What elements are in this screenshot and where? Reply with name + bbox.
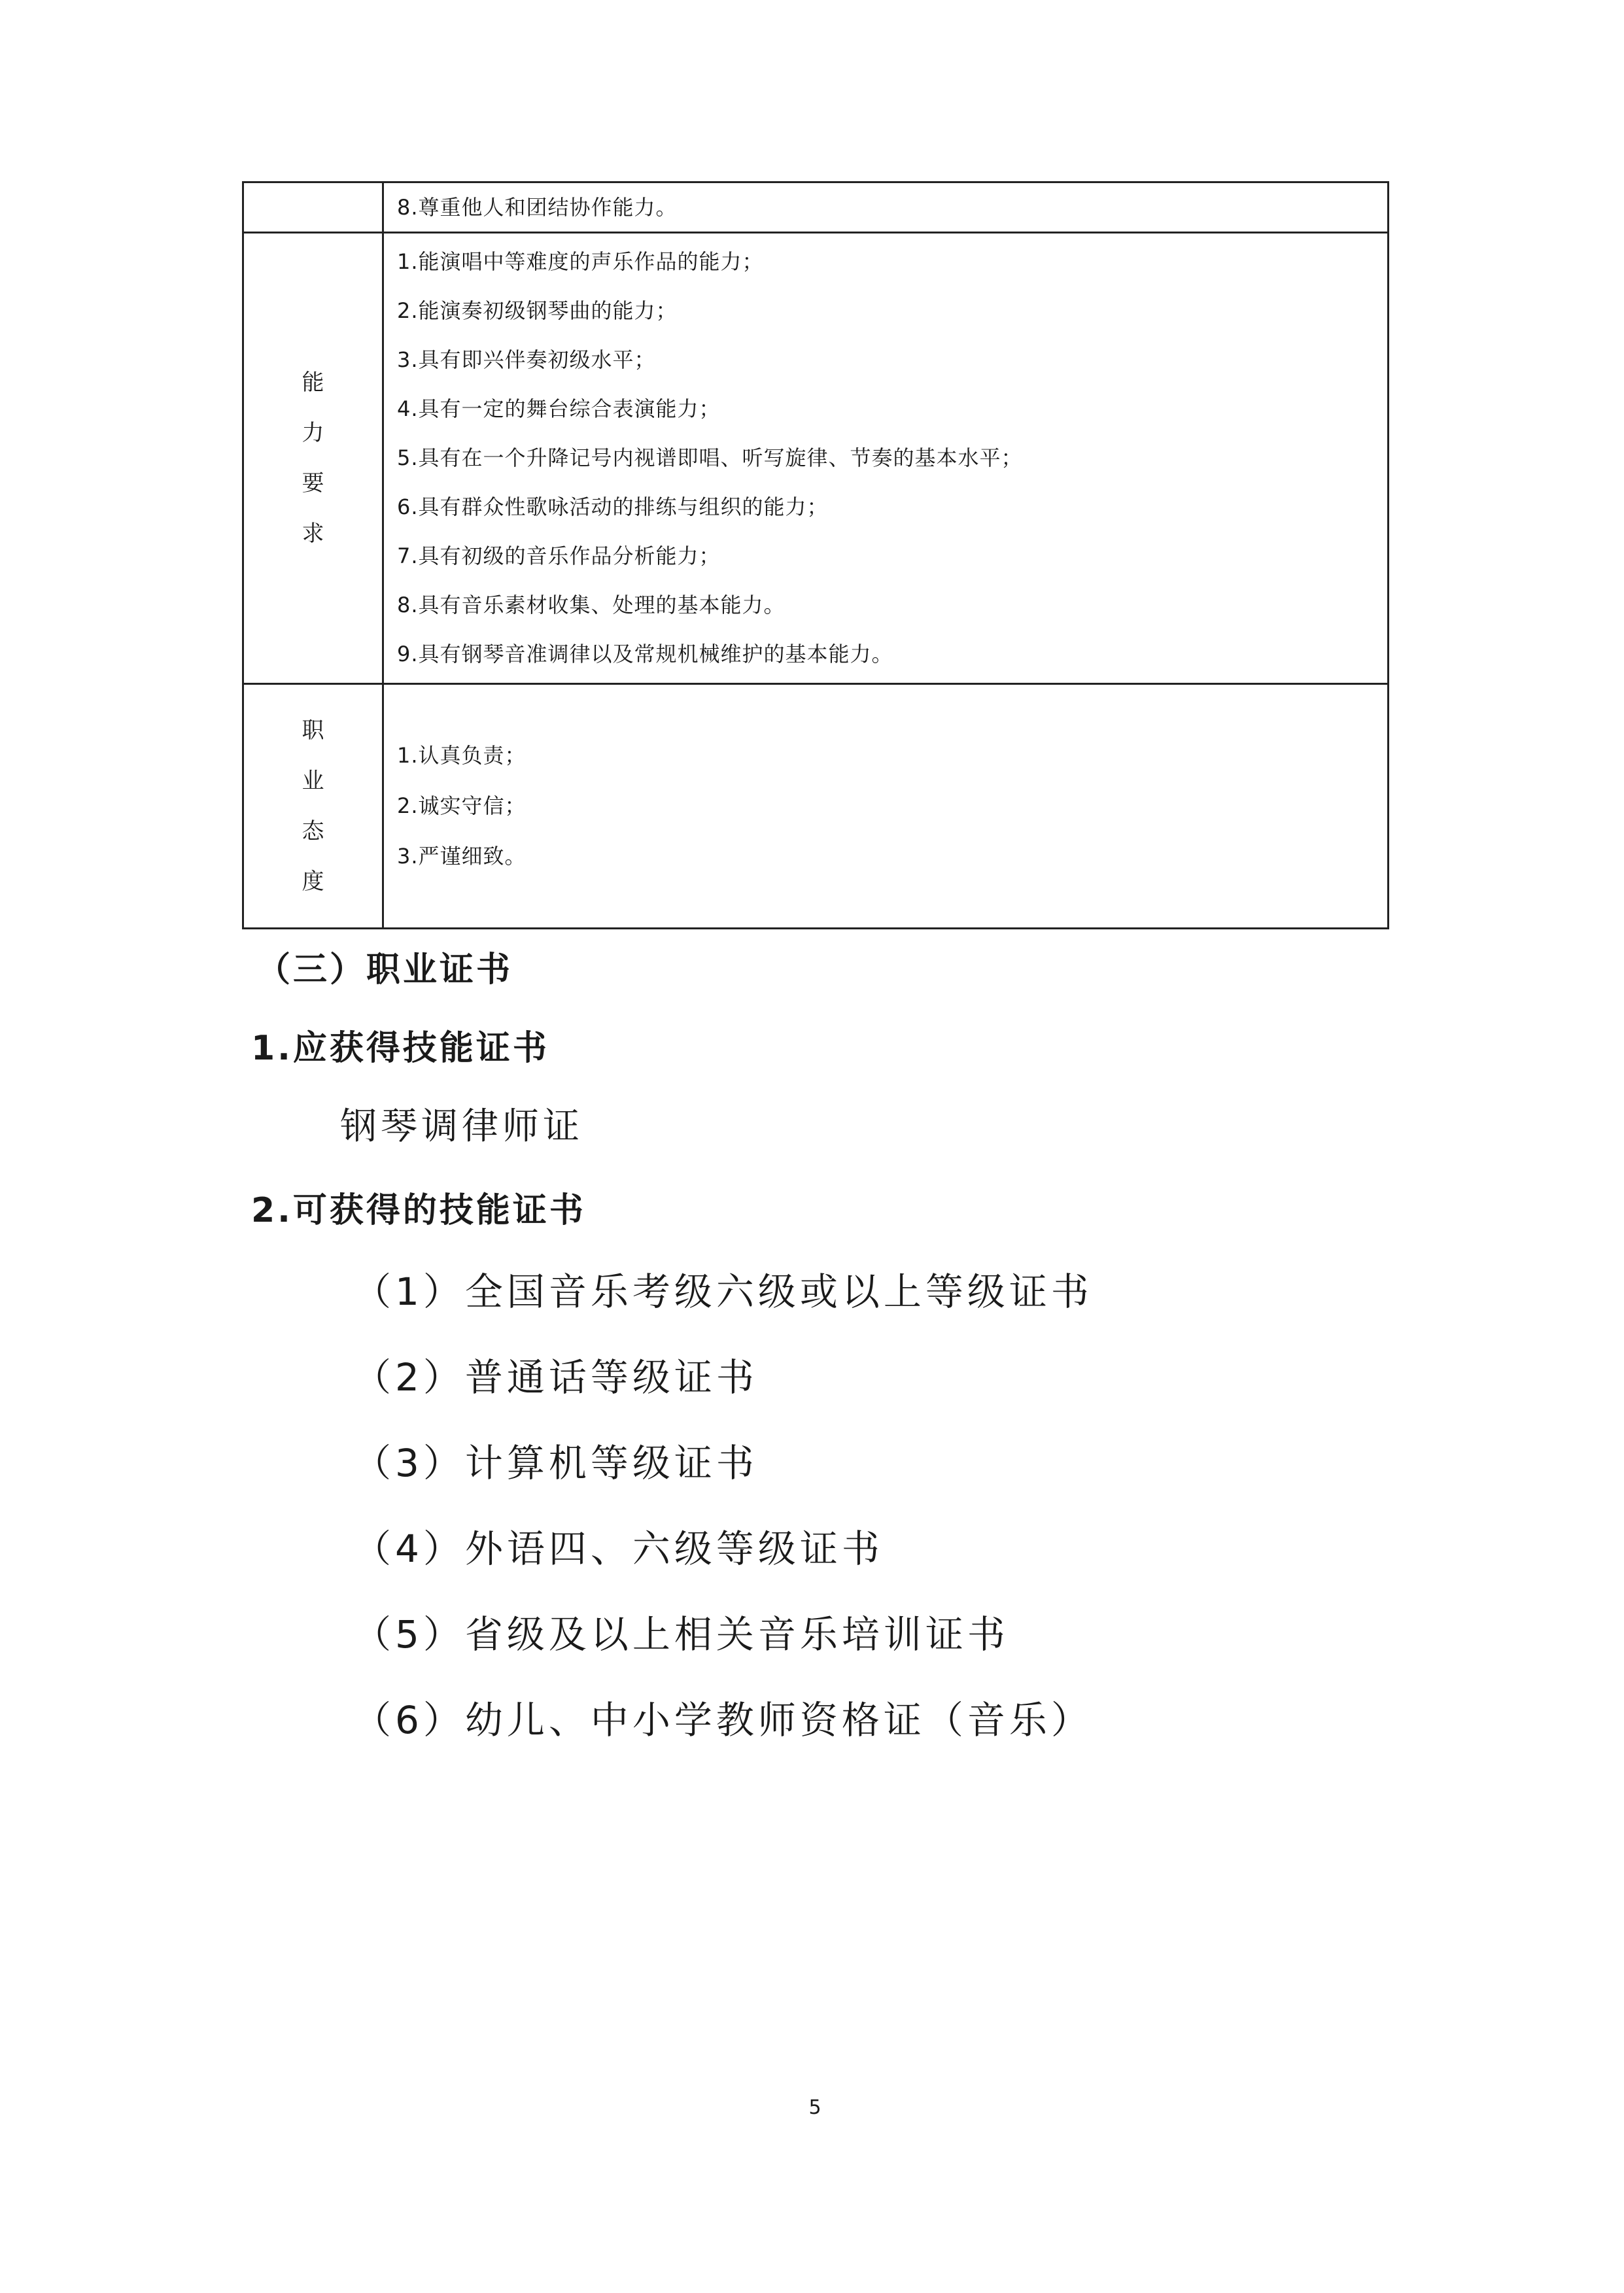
attitude-label: 职业态度 — [302, 717, 324, 895]
list-item: （6）幼儿、中小学教师资格证（音乐） — [353, 1698, 1093, 1742]
list-item: （1）全国音乐考级六级或以上等级证书 — [353, 1269, 1093, 1314]
list-item: （2）普通话等级证书 — [353, 1355, 758, 1400]
list-item: 2.能演奏初级钢琴曲的能力； — [397, 298, 678, 323]
list-item: 5.具有在一个升降记号内视谱即唱、听写旋律、节奏的基本水平； — [397, 445, 1023, 470]
list-item: 6.具有群众性歌咏活动的排练与组织的能力； — [397, 494, 829, 519]
page-number: 5 — [808, 2096, 821, 2119]
list-item: 7.具有初级的音乐作品分析能力； — [397, 543, 721, 568]
content-cell — [383, 684, 1389, 929]
list-item: 9.具有钢琴音准调律以及常规机械维护的基本能力。 — [397, 642, 893, 666]
content-cell — [383, 233, 1389, 684]
list-item: 8.尊重他人和团结协作能力。 — [397, 195, 678, 220]
list-item: 2.诚实守信； — [397, 793, 527, 818]
section-heading: （三）职业证书 — [256, 950, 513, 990]
attitude-label-cell — [243, 684, 383, 929]
list-item: 1.认真负责； — [397, 743, 527, 768]
list-item: 8.具有音乐素材收集、处理的基本能力。 — [397, 593, 786, 617]
list-item: 4.具有一定的舞台综合表演能力； — [397, 396, 721, 421]
list-item: （5）省级及以上相关音乐培训证书 — [353, 1612, 1009, 1657]
optional-cert-heading: 2.可获得的技能证书 — [251, 1191, 586, 1230]
empty-label-cell — [243, 182, 383, 233]
ability-label-cell — [243, 233, 383, 684]
list-item: （4）外语四、六级等级证书 — [353, 1526, 884, 1571]
list-item: 3.严谨细致。 — [397, 844, 527, 869]
list-item: （3）计算机等级证书 — [353, 1441, 758, 1485]
list-item: 1.能演唱中等难度的声乐作品的能力； — [397, 249, 764, 274]
required-cert-heading: 1.应获得技能证书 — [251, 1029, 549, 1068]
optional-cert-list — [353, 1249, 1093, 1763]
list-item: 3.具有即兴伴奏初级水平； — [397, 347, 656, 372]
table-row-attitude — [243, 684, 1389, 929]
required-cert: 钢琴调律师证 — [340, 1105, 583, 1148]
content-cell — [383, 182, 1389, 233]
ability-label: 能力要求 — [302, 369, 324, 547]
table-row-ability — [243, 233, 1389, 684]
requirements-table — [242, 181, 1389, 929]
table-row-continuation — [243, 182, 1389, 233]
